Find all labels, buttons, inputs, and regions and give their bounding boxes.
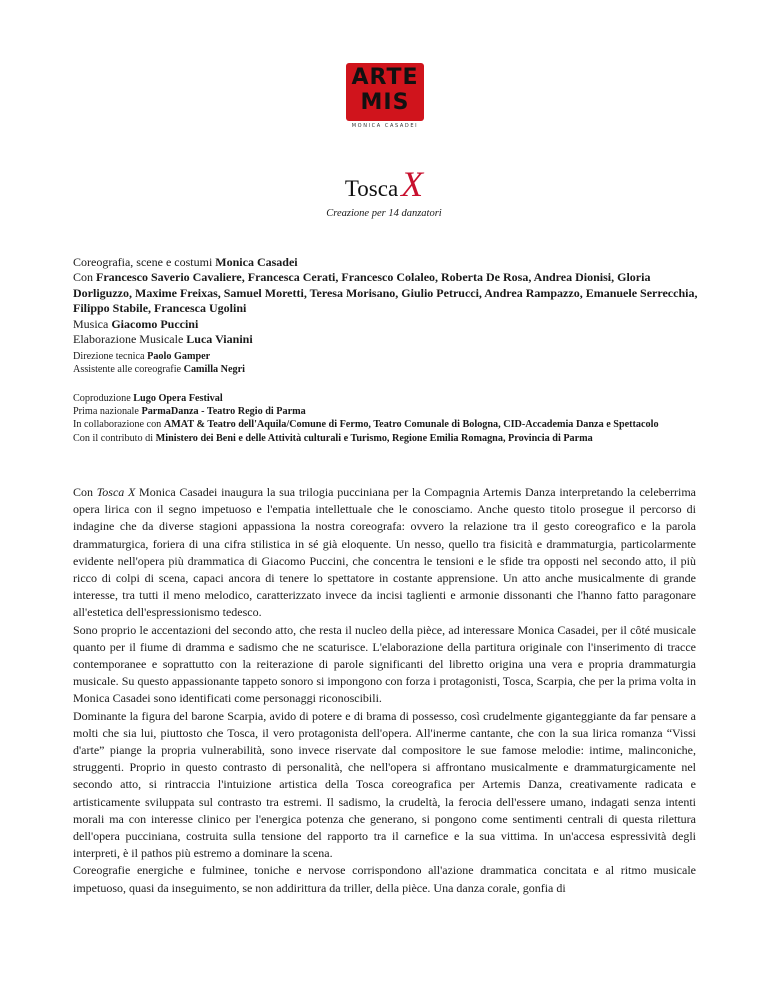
credit-choreography: Coreografia, scene e costumi Monica Casadei <box>73 255 298 269</box>
credit-premiere: Prima nazionale ParmaDanza - Teatro Regio di Parma <box>73 406 306 418</box>
artemis-logo <box>346 63 424 133</box>
paragraph-2: Sono proprio le accentazioni del secondo atto, che resta il nucleo della pièce, ad interessare Monica Casadei, per il côté musicale quanto per il fiume di dramma e sadismo che ne scaturisce. L'elaborazione della partitura originale con l'inserimento di tracce contemporanee e soprattutto con la reiterazione di parole significanti del libretto origina una vera e propria drammaturgia musicale. Su questo appassionante tappeto sonoro si impongono con forza i protagonisti, Tosca, Scarpia, che per la prima volta in Monica Casadei sono identificati come personaggi riconoscibili. <box>73 622 696 706</box>
credits-block <box>73 255 703 347</box>
credit-assistant: Assistente alle coreografie Camilla Negri <box>73 364 246 376</box>
title-x: X <box>401 164 424 204</box>
paragraph-1-title: Tosca X <box>96 485 136 499</box>
tech-credits <box>73 350 703 376</box>
paragraph-3: Dominante la figura del barone Scarpia, avido di potere e di brama di possesso, così crudelmente giganteggiante da far pensare a molti che sia lui, piuttosto che Tosca, il vero protagonista dell'opera. All'inerme cantante, che con la sua lirica romanza “Vissi d'arte” piange la propria vulnerabilità, sono invece riservate dal compositore le sue famose melodie: intime, malinconiche, struggenti. Proprio in questo contrasto di personalità, che nell'opera si affrontano musicalmente e drammaturgicamente nel secondo atto, si rintraccia l'intuizione artistica della Tosca coreografica per Artemis Danza, creativamente radicata e artisticamente sviluppata sul contrasto tra estremi. Il sadismo, la crudeltà, la ferocia dell'essere umano, indagati senza intenti morali ma con interesse clinico per l'energica potenza che generano, si pongono come sentimenti centrali di questa rilettura dell'opera pucciniana, costruita sulla tensione del rapporto tra il carnefice e la sua vittima. In un'accesa espressività degli interpreti, è il pathos più estremo a dominare la scena. <box>73 708 696 861</box>
body-text <box>73 484 696 897</box>
credit-cast: Con Francesco Saverio Cavaliere, Francesca Cerati, Francesco Colaleo, Roberta De Rosa, Andrea Dionisi, Gloria Dorliguzzo, Maxime Freixas, Samuel Moretti, Teresa Morisano, Giulio Petrucci, Andrea Rampazzo, Emanuele Serrecchia, Filippo Stabile, Francesca Ugolini <box>73 270 698 316</box>
production-credits <box>73 392 703 445</box>
credit-support: Con il contributo di Ministero dei Beni e delle Attività culturali e Turismo, Regione Emilia Romagna, Provincia di Parma <box>73 432 593 444</box>
logo-subtitle: MONICA CASADEI <box>351 123 419 129</box>
paragraph-4: Coreografie energiche e fulminee, toniche e nervose corrispondono all'azione drammatica concitata e al ritmo musicale impetuoso, quasi da inseguimento, se non addirittura da triller, della pièce. Una danza corale, gonfia di <box>73 863 696 895</box>
credit-coproduction: Coproduzione Lugo Opera Festival <box>73 393 223 404</box>
paragraph-1: Con Tosca X Monica Casadei inaugura la sua trilogia pucciniana per la Compagnia Artemis Danza interpretando la celeberrima opera lirica con il segno impetuoso e l'empatia intellettuale che le conosciamo. Anche questo titolo prosegue il percorso di indagine che da diverse stagioni appassiona la nostra coreografa: ovvero la relazione tra il gesto coreografico e la parola drammaturgica, foriera di una cifra stilistica in sé già eloquente. Un nesso, quello tra fisicità e drammaturgia, particolarmente evidente nell'opera più drammatica di Giacomo Puccini, che concentra le tensioni e le sfide tra opposti nel secondo atto, il più ricco di colpi di scena, capaci ancora di tenere lo spettatore in costante apprensione. Un atto anche musicalmente di grande interesse, tra tutti il meno melodico, caratterizzato invece da incisi taglienti e armonie dissonanti che l'hanno fatto paragonare all'estetica dell'espressionismo tedesco. <box>73 485 696 620</box>
credit-music: Musica Giacomo Puccini <box>73 316 199 331</box>
title-block <box>0 163 768 205</box>
credit-tech-direction: Direzione tecnica Paolo Gamper <box>73 351 211 362</box>
logo-text-line1: ARTE <box>351 65 419 90</box>
subtitle: Creazione per 14 danzatori <box>326 208 442 219</box>
credit-music-elaboration: Elaborazione Musicale Luca Vianini <box>73 332 253 347</box>
credit-collaboration: In collaborazione con AMAT & Teatro dell'Aquila/Comune di Fermo, Teatro Comunale di Bologna, CID-Accademia Danza e Spettacolo <box>73 419 659 431</box>
title-main: Tosca <box>344 176 399 201</box>
logo-text-line2: MIS <box>360 90 410 115</box>
